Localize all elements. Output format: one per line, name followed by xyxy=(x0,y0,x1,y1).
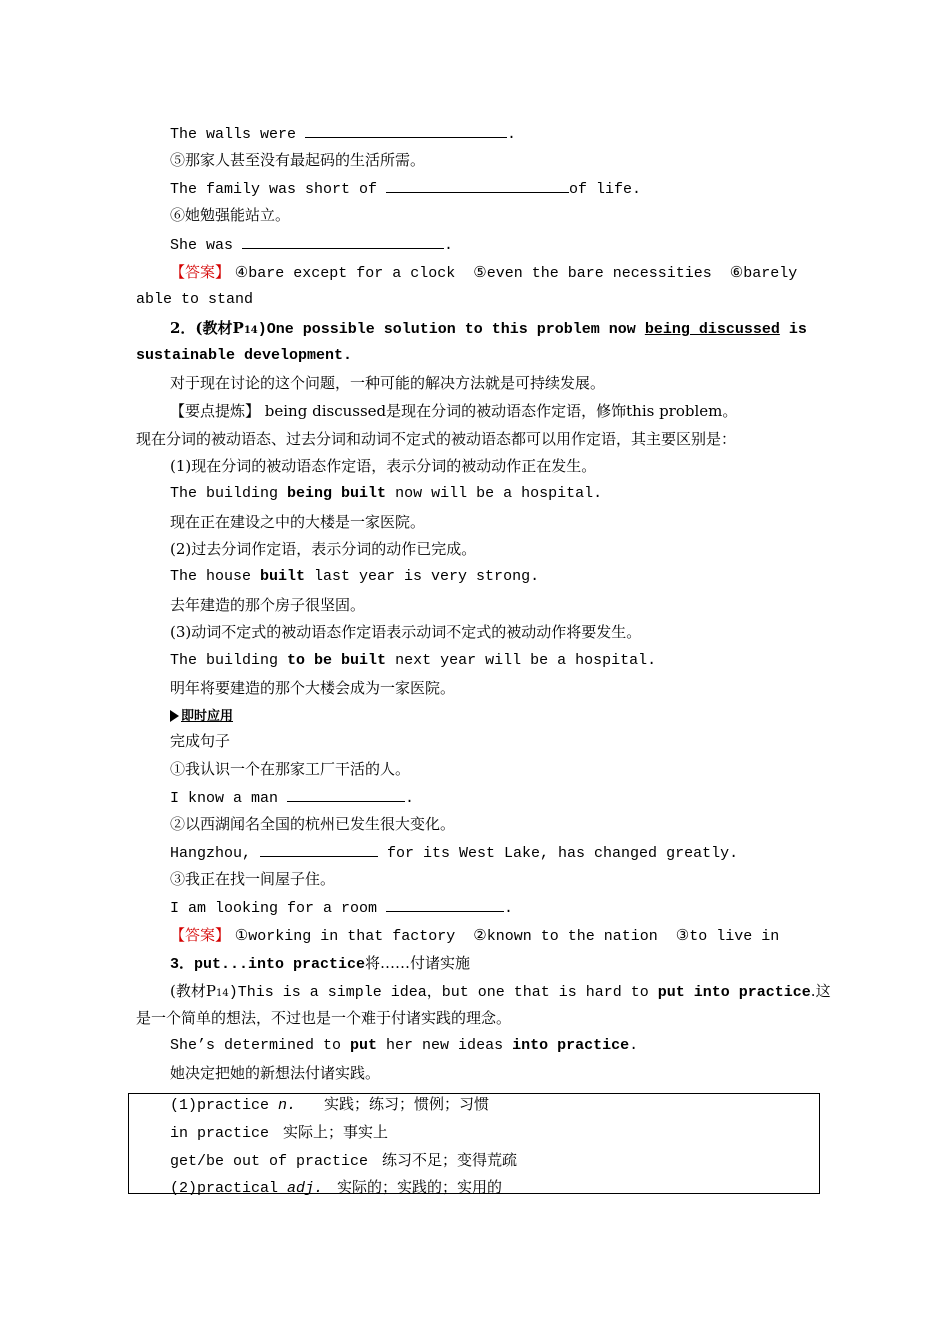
example-2-cn: 去年建造的那个房子很坚固。 xyxy=(170,596,366,614)
triangle-icon xyxy=(170,710,179,722)
example-2: The house built last year is very strong. xyxy=(170,568,540,585)
answer-line-2: able to stand xyxy=(136,291,254,308)
answer-line-1: 【答案】 ④bare except for a clock ⑤even the bare necessities ⑥barely xyxy=(170,263,798,282)
question-2-en: Hangzhou, for its West Lake, has changed greatly. xyxy=(170,842,738,864)
point-1: (1)现在分词的被动语态作定语，表示分词的被动动作正在发生。 xyxy=(170,457,597,475)
answer-label: 【答案】 xyxy=(170,926,231,944)
item3-heading: 3．put...into practice将……付诸实施 xyxy=(170,954,471,973)
sentence-walls: The walls were . xyxy=(170,123,516,145)
sentence-she: She was . xyxy=(170,234,453,256)
practice-title: 完成句子 xyxy=(170,732,231,750)
answer-blank xyxy=(287,787,405,802)
box-row-3: get/be out of practice 练习不足；变得荒疏 xyxy=(170,1151,518,1170)
point-2: (2)过去分词作定语，表示分词的动作已完成。 xyxy=(170,540,477,558)
item2-heading-cont: sustainable development. xyxy=(136,347,353,364)
answer-blank xyxy=(386,897,504,912)
answer-blank xyxy=(260,842,378,857)
answer-blank xyxy=(242,234,444,249)
tip-label: 【要点提炼】 xyxy=(170,402,261,420)
tip-line-1: 【要点提炼】 being discussed是现在分词的被动语态作定语，修饰this problem。 xyxy=(170,402,738,420)
item3-source: (教材P14)This is a simple idea，but one that is hard to put into practice.这 xyxy=(170,982,831,1001)
example-1-cn: 现在正在建设之中的大楼是一家医院。 xyxy=(170,513,426,531)
answer-blank xyxy=(305,123,507,138)
item2-heading: 2．(教材P14)One possible solution to this problem now being discussed is xyxy=(170,319,807,338)
question-2: ②以西湖闻名全国的杭州已发生很大变化。 xyxy=(170,815,456,833)
question-1-en: I know a man . xyxy=(170,787,414,809)
point-3: (3)动词不定式的被动语态作定语表示动词不定式的被动动作将要发生。 xyxy=(170,623,642,641)
item2-translation: 对于现在讨论的这个问题，一种可能的解决方法就是可持续发展。 xyxy=(170,374,606,392)
question-3: ③我正在找一间屋子住。 xyxy=(170,870,336,888)
sentence-family: The family was short of of life. xyxy=(170,178,641,200)
practice-answer: 【答案】 ①working in that factory ②known to the nation ③to live in xyxy=(170,926,780,945)
question-1: ①我认识一个在那家工厂干活的人。 xyxy=(170,760,411,778)
box-row-1: (1)practice n. 实践；练习；惯例；习惯 xyxy=(170,1095,490,1114)
prompt-5: ⑤那家人甚至没有最起码的生活所需。 xyxy=(170,151,426,169)
question-3-en: I am looking for a room . xyxy=(170,897,513,919)
item3-source-cont: 是一个简单的想法，不过也是一个难于付诸实践的理念。 xyxy=(136,1009,512,1027)
example-1: The building being built now will be a hospital. xyxy=(170,485,603,502)
prompt-6: ⑥她勉强能站立。 xyxy=(170,206,291,224)
tip-line-2: 现在分词的被动语态、过去分词和动词不定式的被动语态都可以用作定语，其主要区别是： xyxy=(136,430,737,448)
example-3: The building to be built next year will be a hospital. xyxy=(170,652,657,669)
practice-heading: 即时应用 xyxy=(170,705,233,727)
answer-label: 【答案】 xyxy=(170,263,231,281)
item3-example-cn: 她决定把她的新想法付诸实践。 xyxy=(170,1064,381,1082)
item3-example: She’s determined to put her new ideas into practice. xyxy=(170,1037,639,1054)
box-row-4: (2)practical adj. 实际的；实践的；实用的 xyxy=(170,1178,503,1197)
example-3-cn: 明年将要建造的那个大楼会成为一家医院。 xyxy=(170,679,456,697)
box-row-2: in practice 实际上；事实上 xyxy=(170,1123,389,1142)
answer-blank xyxy=(386,178,569,193)
